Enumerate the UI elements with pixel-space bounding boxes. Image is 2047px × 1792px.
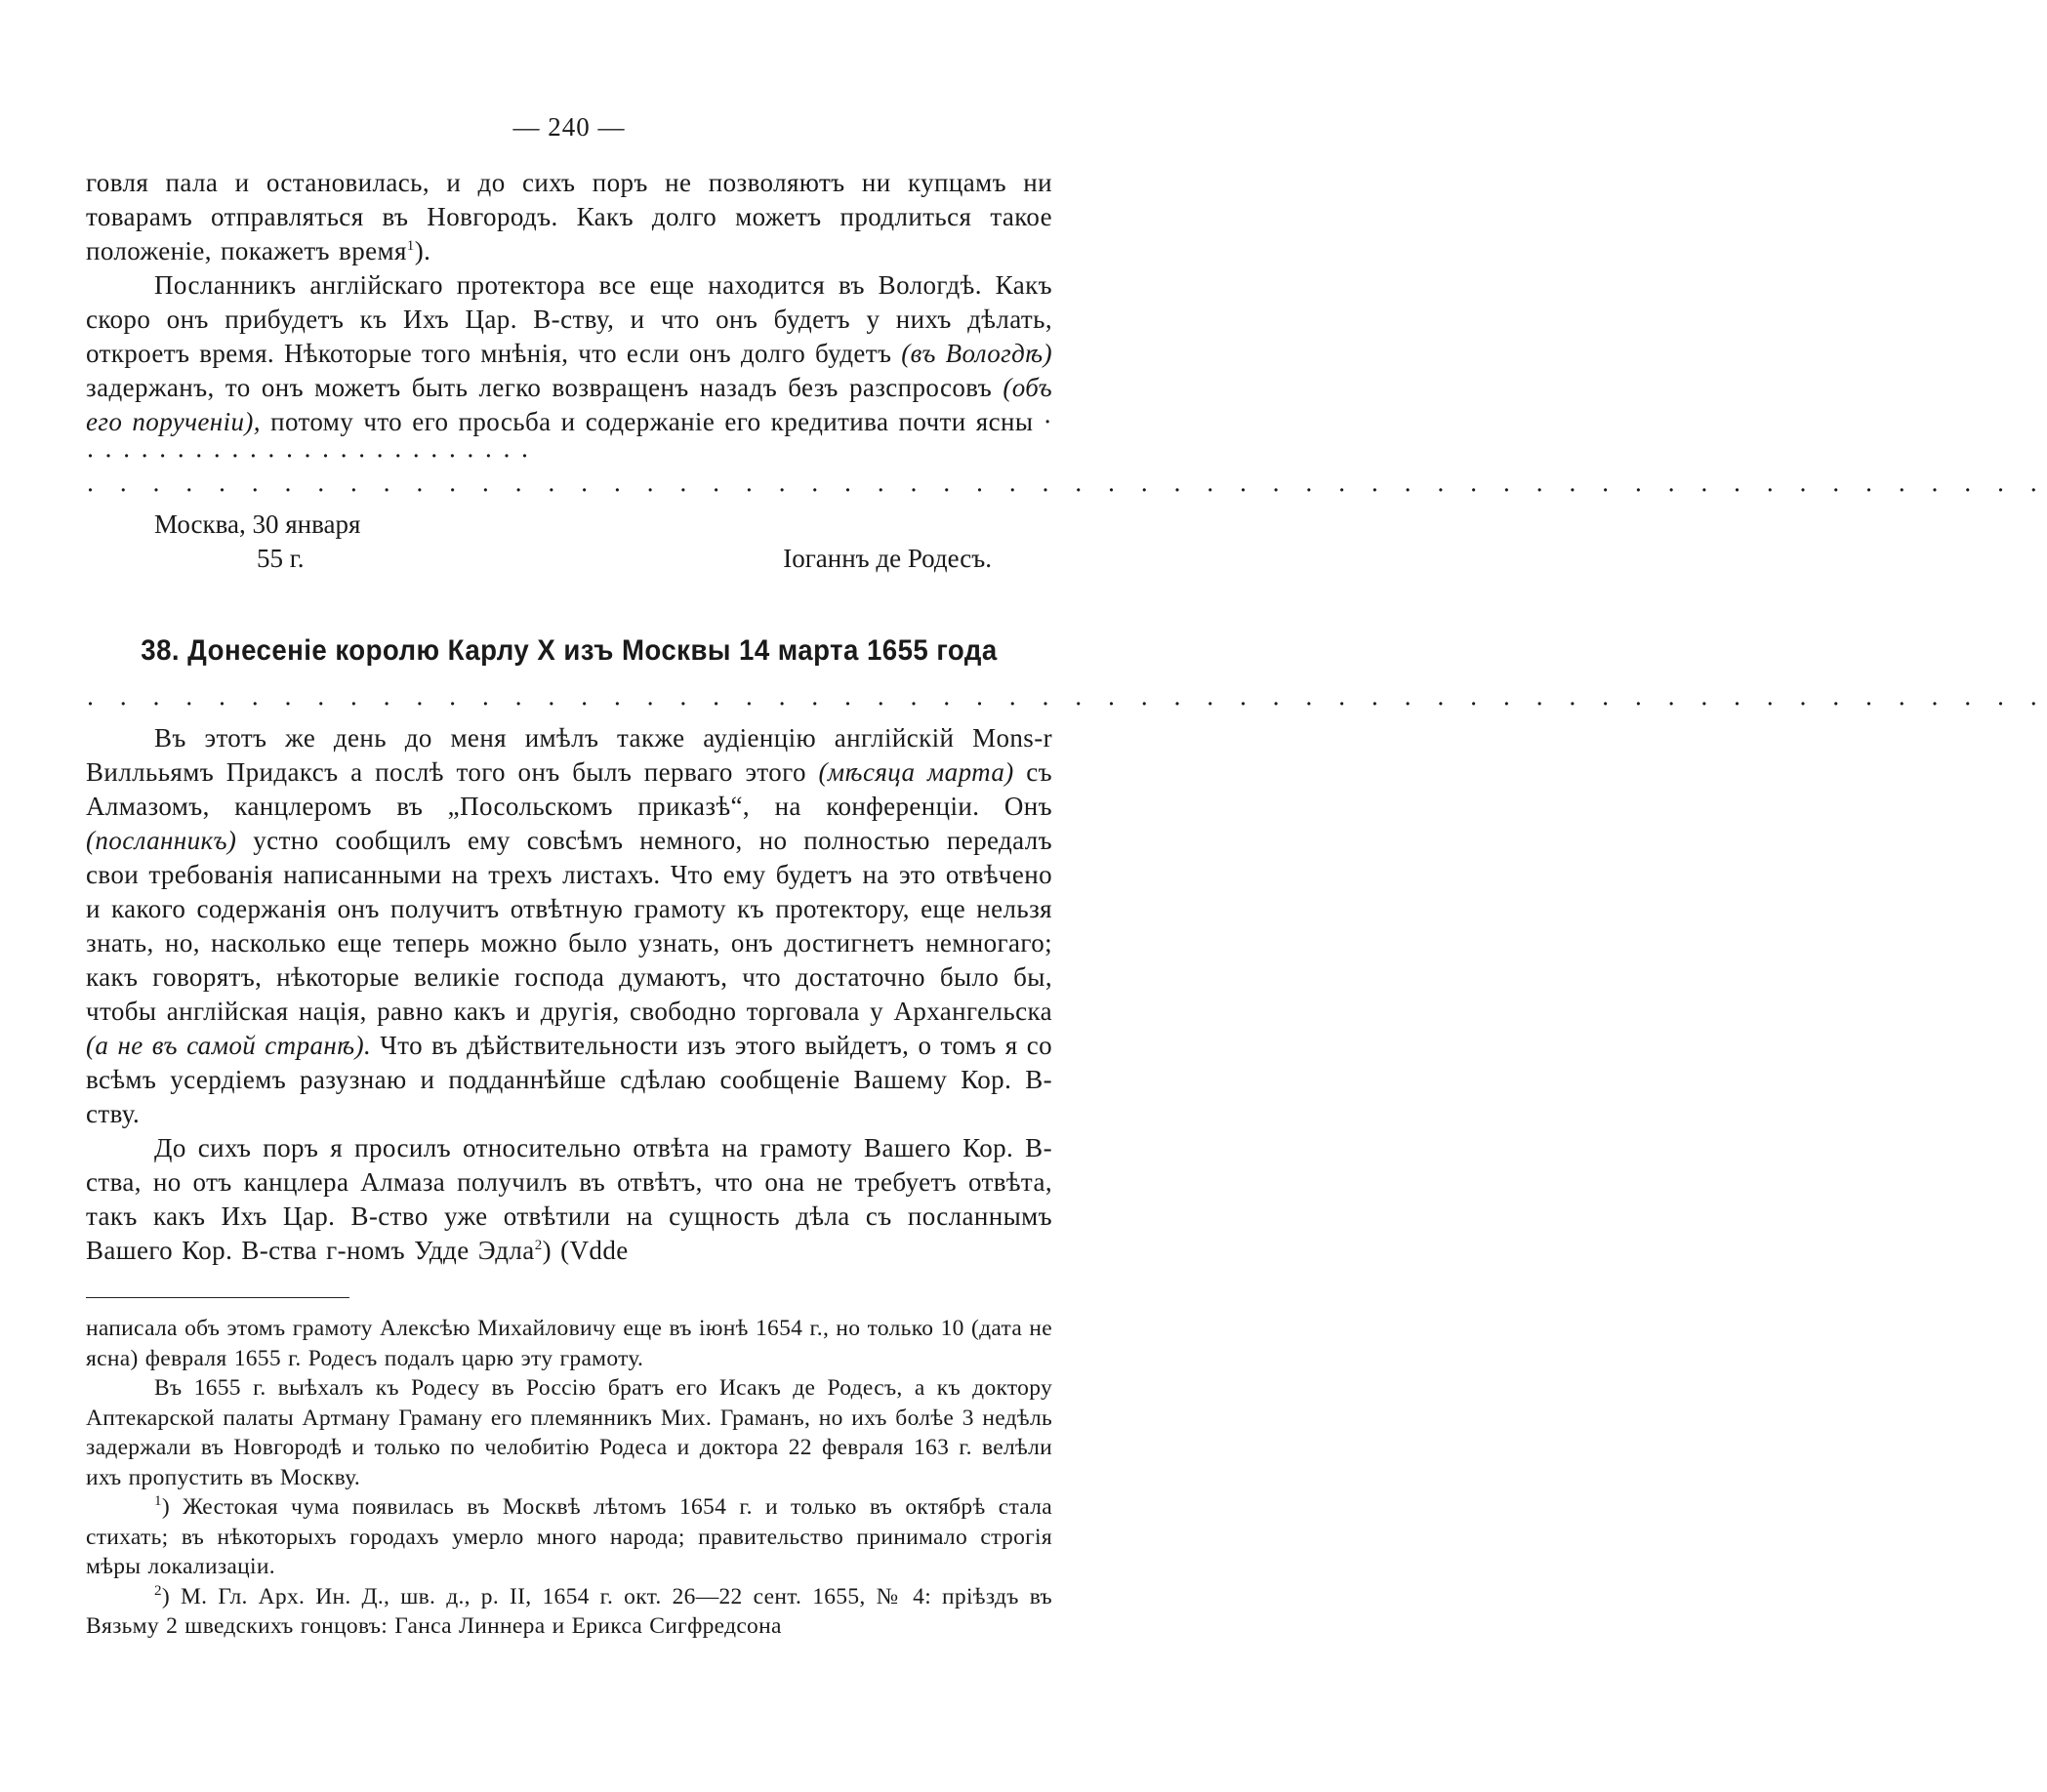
footnote-mark-2: 2 [154, 1582, 162, 1599]
footnote-ref-1: 1 [406, 238, 415, 254]
italic-insert: (а не въ самой странѣ). [86, 1031, 372, 1060]
document-paragraph-1: Въ этотъ же день до меня имѣлъ также аудіенцію англійскій Mons-r Виллььямъ Придаксъ а послѣ того онъ былъ перваго этого (мѣсяца марта) съ Алмазомъ, канцлеромъ въ „Посольскомъ приказѣ“, на конференціи. Онъ (посланникъ) устно сообщилъ ему совсѣмъ немного, но полностью передалъ свои требованія написанными на трехъ листахъ. Что ему будетъ на это отвѣчено и какого содержанія онъ получитъ отвѣтную грамоту къ протектору, еще нельзя знать, но, насколько еще теперь можно было узнать, онъ достигнетъ немногаго; какъ говорятъ, нѣкоторые великіе господа думаютъ, что достаточно было бы, чтобы англійская нація, равно какъ и другія, свободно торговала у Архангельска (а не въ самой странѣ). Что въ дѣйствительности изъ этого выйдетъ, о томъ я со всѣмъ усердіемъ разузнаю и подданнѣйше сдѣлаю сообщеніе Вашему Кор. В-ству. [86, 723, 1053, 1128]
signature-name: Іоганнъ де Родесъ. [783, 544, 992, 573]
signature-block [86, 508, 1052, 576]
italic-insert: (мѣсяца марта) [818, 757, 1014, 787]
signature-place-date: Москва, 30 января [154, 509, 361, 539]
footnote-continuation: написала объ этомъ грамоту Алексѣю Михайловичу еще въ іюнѣ 1654 г., но только 10 (дата не ясна) февраля 1655 г. Родесъ подалъ царю эту грамоту. [86, 1316, 1052, 1371]
document-paragraph-2: До сихъ поръ я просилъ относительно отвѣта на грамоту Вашего Кор. В-ства, но отъ канцлера Алмаза получилъ въ отвѣтъ, что она не требуетъ отвѣта, такъ какъ Ихъ Цар. В-ство уже отвѣтили на сущность дѣла съ посланнымъ Вашего Кор. В-ства г-номъ Удде Эдла$^2$) (Vdde [86, 1133, 1052, 1265]
signature-year: 55 г. [257, 544, 305, 573]
document-body [86, 687, 2047, 1268]
ellipsis-line: · · · · · · · · · · · · · · · · · · · · · · · · · · · · · · · · · · · · · · · · · · · · · · · · · · · · · · · · · · · · [86, 689, 2047, 718]
footnote-continuation-2: Въ 1655 г. выѣхалъ къ Родесу въ Россію братъ его Исакъ де Родесъ, а къ доктору Аптекарской палаты Артману Граману его племянникъ Мих. Граманъ, но ихъ болѣе 3 недѣль задержали въ Новгородѣ и только по челобитію Родеса и доктора 22 февраля 163 г. велѣли ихъ пропустить въ Москву. [86, 1375, 1052, 1490]
ellipsis-line: · · · · · · · · · · · · · · · · · · · · · · · · · · · · · · · · · · · · · · · · · · · · · · · · · · · · · · · · · · · · [86, 475, 2047, 505]
page-number: — 240 — [512, 112, 626, 142]
document-heading: 38. Донесеніе королю Карлу X изъ Москвы 14 марта 1655 года [141, 634, 998, 667]
footnote-1: $^1$) Жестокая чума появилась въ Москвѣ лѣтомъ 1654 г. и только въ октябрѣ стала стихать; въ нѣкоторыхъ городахъ умерло много народа; правительство принимало строгія мѣры локализаціи. [86, 1493, 1052, 1579]
footnote-2: $^2$) М. Гл. Арх. Ин. Д., шв. д., р. II, 1654 г. окт. 26—22 сент. 1655, № 4: пріѣздъ въ Вязьму 2 шведскихъ гонцовъ: Ганса Линнера и Ерикса Сигфредсона [86, 1582, 1052, 1639]
italic-insert: (въ Вологдѣ) [901, 339, 1052, 368]
ellipsis-dots: · · · · · · · · · · · · · · · · · · · · · · · · · · [86, 407, 1052, 470]
letter-paragraph-1: говля пала и остановилась, и до сихъ поръ не позволяютъ ни купцамъ ни товарамъ отправляться въ Новгородъ. Какъ долго можетъ продлиться такое положеніе, покажетъ время$^1$). [86, 168, 1052, 265]
footnotes [86, 1314, 1052, 1642]
italic-insert: (посланникъ) [86, 826, 237, 855]
letter-paragraph-2: Посланникъ англійскаго протектора все еще находится въ Вологдѣ. Какъ скоро онъ прибудетъ къ Ихъ Цар. В-ству, и что онъ будетъ у нихъ дѣлать, откроетъ время. Нѣкоторые того мнѣнія, что если онъ долго будетъ (въ Вологдѣ) задержанъ, то онъ можетъ быть легко возвращенъ назадъ безъ разспросовъ (объ его порученіи), потому что его просьба и содержаніе его кредитива почти ясны · · · · · · · · · · · · · · · · · · · · · · · · · · [86, 270, 1052, 470]
footnote-ref-2: 2 [534, 1238, 543, 1253]
italic-insert: (объ его порученіи), [86, 373, 1052, 436]
letter-continuation [86, 166, 2047, 576]
footnote-mark-1: 1 [154, 1493, 162, 1510]
footnote-divider [86, 1297, 349, 1298]
